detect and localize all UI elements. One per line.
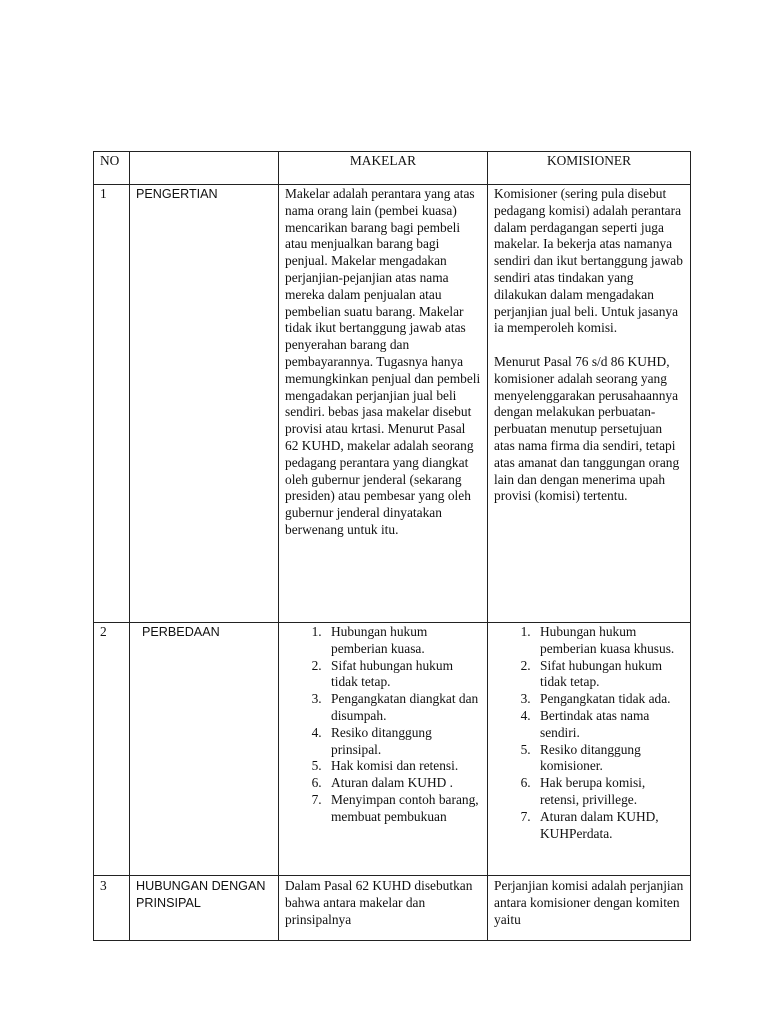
header-makelar: MAKELAR: [279, 152, 488, 185]
row-number: 1: [94, 185, 130, 623]
list-item: 1. Hubungan hukum pemberian kuasa khusus.: [534, 624, 684, 658]
row-label: HUBUNGAN DENGAN PRINSIPAL: [130, 876, 279, 941]
makelar-definition: Makelar adalah perantara yang atas nama orang lain (pembei kuasa) mencarikan barang bagi pembeli atau menjualkan barang bagi penjual. Makelar mengadakan perjanjian-pejanjian atas nama mereka dalam penjualan atau pembelian suatu barang. Makelar tidak ikut bertanggung jawab atas penyerahan barang dan pembayarannya. Tugasnya hanya memungkinkan penjual dan pembeli mengadakan perjanjian jual beli sendiri. bebas jasa makelar disebut provisi atau krtasi. Menurut Pasal 62 KUHD, makelar adalah seorang pedagang perantara yang diangkat oleh gubernur jenderal (sekarang presiden) atau pembesar yang oleh gubernur jenderal dinyatakan berwenang untuk itu.: [285, 186, 481, 537]
row-number: 2: [94, 623, 130, 876]
makelar-principal-relation: Dalam Pasal 62 KUHD disebutkan bahwa antara makelar dan prinsipalnya: [285, 878, 473, 927]
list-item: 4. Bertindak atas nama sendiri.: [534, 708, 684, 742]
list-item: 6. Hak berupa komisi, retensi, privillege.: [534, 775, 684, 809]
makelar-differences-list: [285, 624, 481, 826]
list-item: 4. Resiko ditanggung prinsipal.: [325, 725, 481, 759]
list-item: 5. Hak komisi dan retensi.: [325, 758, 481, 775]
makelar-cell: [279, 876, 488, 941]
header-label: [130, 152, 279, 185]
komisioner-legal-basis: Menurut Pasal 76 s/d 86 KUHD, komisioner adalah seorang yang menyelenggarakan perusahaannya dengan melakukan perbuatan-perbuatan menutup persetujuan atas nama firma dia sendiri, tetapi atas amanat dan tanggungan orang lain dan dengan menerima upah provisi (komisi) tertentu.: [494, 353, 680, 504]
komisioner-cell: [488, 876, 691, 941]
list-item: 6. Aturan dalam KUHD .: [325, 775, 481, 792]
row-label: PENGERTIAN: [130, 185, 279, 623]
comparison-table: [93, 151, 691, 941]
list-item: 1. Hubungan hukum pemberian kuasa.: [325, 624, 481, 658]
list-item: 2. Sifat hubungan hukum tidak tetap.: [534, 658, 684, 692]
komisioner-differences-list: [494, 624, 684, 842]
header-komisioner: KOMISIONER: [488, 152, 691, 185]
header-no: NO: [94, 152, 130, 185]
table-row: [94, 876, 691, 941]
row-label: PERBEDAAN: [130, 623, 279, 876]
table-row: [94, 623, 691, 876]
makelar-cell: [279, 185, 488, 623]
list-item: 5. Resiko ditanggung komisioner.: [534, 742, 684, 776]
komisioner-principal-relation: Perjanjian komisi adalah perjanjian antara komisioner dengan komiten yaitu: [494, 878, 684, 927]
list-item: 7. Aturan dalam KUHD, KUHPerdata.: [534, 809, 684, 843]
table-header-row: [94, 152, 691, 185]
list-item: 3. Pengangkatan tidak ada.: [534, 691, 684, 708]
komisioner-cell: [488, 623, 691, 876]
table-row: [94, 185, 691, 623]
list-item: 7. Menyimpan contoh barang, membuat pembukuan: [325, 792, 481, 826]
komisioner-cell: [488, 185, 691, 623]
komisioner-definition: Komisioner (sering pula disebut pedagang komisi) adalah perantara dalam perdagangan seperti juga makelar. Ia bekerja atas namanya sendiri dan ikut bertanggung jawab sendiri atas tindakan yang dilakukan dalam mengadakan perjanjian jual beli. Untuk jasanya ia memperoleh komisi.: [494, 186, 683, 336]
row-number: 3: [94, 876, 130, 941]
list-item: 3. Pengangkatan diangkat dan disumpah.: [325, 691, 481, 725]
makelar-cell: [279, 623, 488, 876]
list-item: 2. Sifat hubungan hukum tidak tetap.: [325, 658, 481, 692]
